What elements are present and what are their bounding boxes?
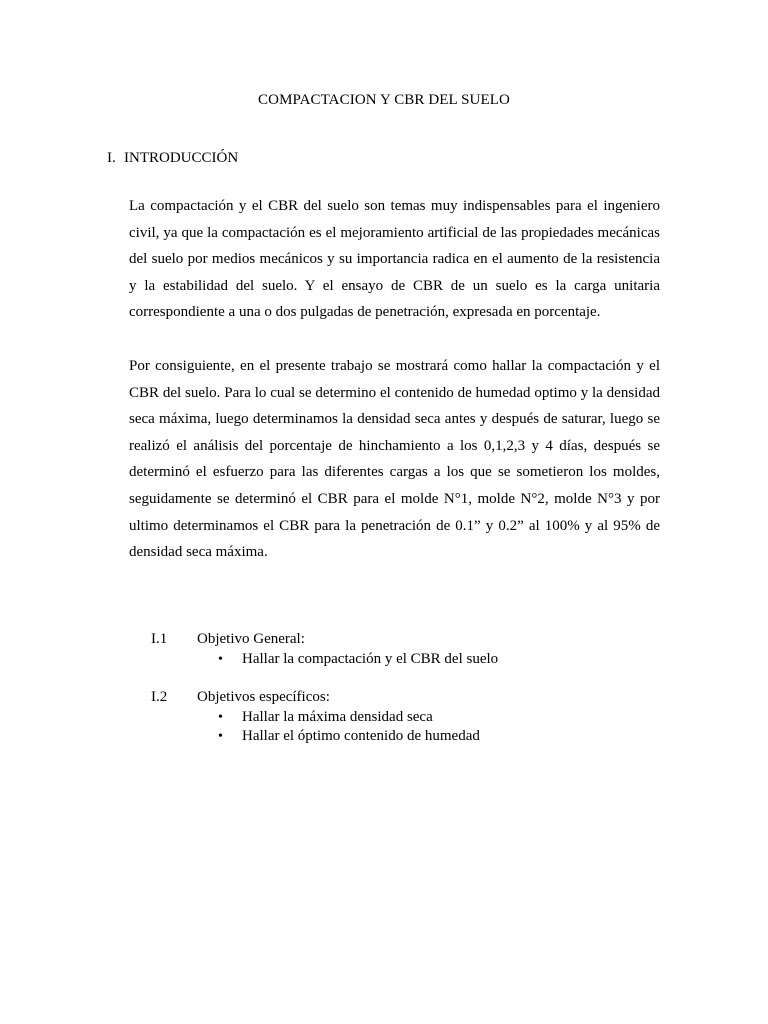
section-heading-text: INTRODUCCIÓN	[124, 150, 239, 166]
bullet-icon: •	[218, 652, 223, 667]
list-item	[215, 727, 480, 746]
section-heading	[107, 150, 238, 167]
objective-list	[215, 708, 480, 746]
bullet-icon: •	[218, 710, 223, 725]
document-title: COMPACTACION Y CBR DEL SUELO	[258, 92, 510, 108]
section-number: I.	[107, 150, 116, 166]
intro-paragraph-1: La compactación y el CBR del suelo son temas muy indispensables para el ingeniero civil, ya que la compactación es el mejoramiento artificial de las propiedades mecánicas del suelo por medios mecánicos y su importancia radica en el aumento de la resistencia y la estabilidad del suelo. Y el ensayo de CBR de un suelo es la carga unitaria correspondiente a una o dos pulgadas de penetración, expresada en porcentaje.	[129, 198, 660, 321]
objective-title: Objetivo General:	[197, 631, 305, 647]
list-item-text: Hallar el óptimo contenido de humedad	[242, 728, 480, 744]
list-item-text: Hallar la máxima densidad seca	[242, 709, 433, 725]
list-item	[215, 708, 480, 727]
bullet-icon: •	[218, 729, 223, 744]
objective-number: I.2	[151, 689, 168, 705]
list-item	[215, 650, 498, 669]
intro-paragraph-2: Por consiguiente, en el presente trabajo se mostrará como hallar la compactación y el CBR del suelo. Para lo cual se determino el contenido de humedad optimo y la densidad seca máxima, luego determinamos la densidad seca antes y después de saturar, luego se realizó el análisis del porcentaje de hinchamiento a los 0,1,2,3 y 4 días, después se determinó el esfuerzo para las diferentes cargas a los que se sometieron los moldes, seguidamente se determinó el CBR para el molde N°1, molde N°2, molde N°3 y por ultimo determinamos el CBR para la penetración de 0.1” y 0.2” al 100% y al 95% de densidad seca máxima.	[129, 358, 660, 561]
objective-title: Objetivos específicos:	[197, 689, 330, 705]
list-item-text: Hallar la compactación y el CBR del suelo	[242, 651, 499, 667]
objective-number: I.1	[151, 631, 168, 647]
objective-list	[215, 650, 498, 669]
